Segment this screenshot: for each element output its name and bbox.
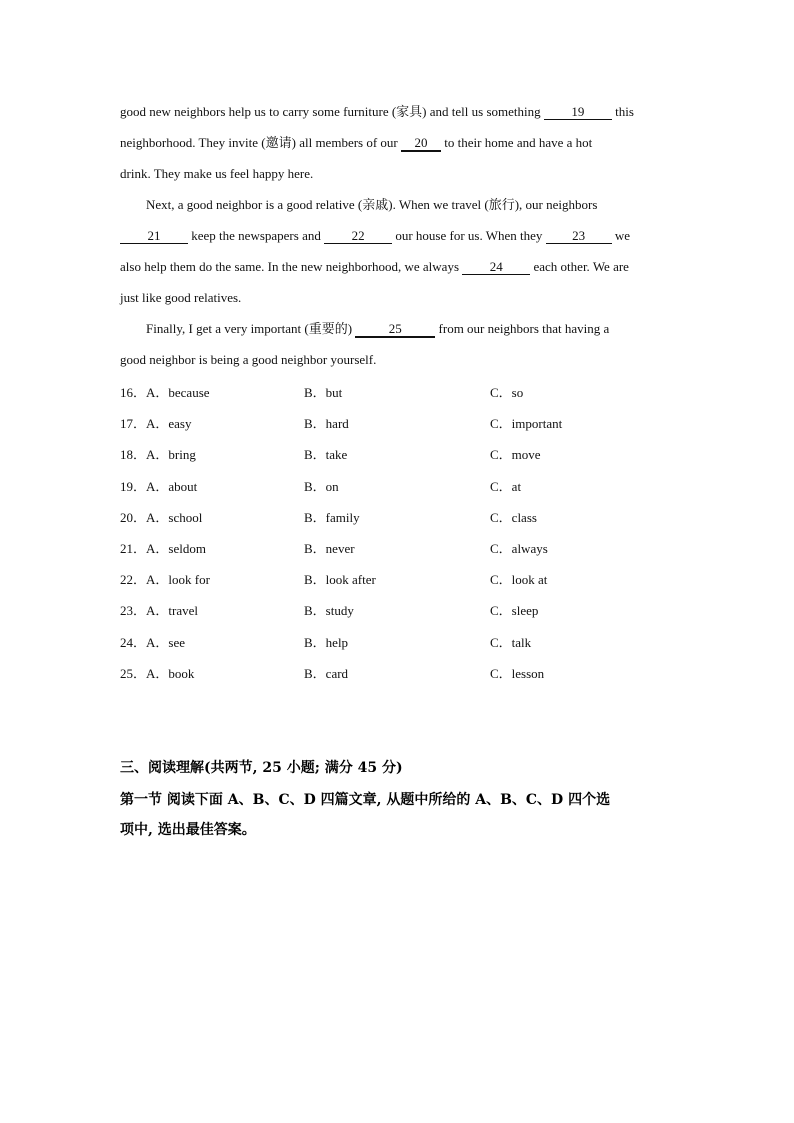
option-c: C．move	[490, 447, 541, 463]
blank-23: 23	[546, 229, 612, 244]
option-a: 23．A．travel	[120, 603, 198, 619]
option-b: B．card	[304, 665, 349, 681]
option-a: 16．A．because	[120, 385, 210, 400]
option-c: C．class	[490, 509, 537, 525]
option-c: C．talk	[490, 634, 532, 650]
option-b: B．on	[304, 478, 339, 494]
option-row	[120, 377, 680, 408]
option-b: B．study	[304, 603, 354, 619]
option-b: B．hard	[304, 416, 349, 432]
section-heading: 三、阅读理解(共两节, 25 小题; 满分 45 分)	[120, 760, 403, 776]
option-b: B．never	[304, 540, 355, 556]
option-b: B．but	[304, 385, 343, 400]
passage-line: Finally, I get a very important (重要的) 25 from our neighbors that having a	[146, 321, 610, 336]
option-a: 25．A．book	[120, 665, 195, 681]
option-c: C．sleep	[490, 603, 539, 619]
passage-line: neighborhood. They invite (邀请) all members of our 20 to their home and have a hot	[120, 135, 593, 150]
option-a: 18．A．bring	[120, 447, 196, 463]
option-b: B．help	[304, 634, 349, 650]
option-row	[120, 595, 680, 626]
answer-options	[120, 377, 680, 689]
option-row	[120, 502, 680, 533]
option-c: C．important	[490, 416, 563, 432]
option-a: 20．A．school	[120, 509, 203, 525]
option-c: C．lesson	[490, 665, 545, 681]
section-instruction-line: 第一节 阅读下面 A、B、C、D 四篇文章, 从题中所给的 A、B、C、D 四个选	[120, 792, 611, 808]
passage-line: 21 keep the newspapers and 22 our house for us. When they 23 we	[120, 220, 680, 251]
option-b: B．take	[304, 447, 348, 463]
option-b: B．family	[304, 509, 360, 525]
option-c: C．so	[490, 385, 524, 400]
option-row	[120, 627, 680, 658]
cloze-passage	[120, 96, 680, 375]
option-c: C．look at	[490, 572, 548, 588]
passage-line: just like good relatives.	[120, 290, 242, 305]
section-instruction-line: 项中, 选出最佳答案。	[120, 822, 256, 838]
option-row	[120, 564, 680, 595]
blank-22: 22	[324, 229, 392, 244]
blank-20: 20	[401, 136, 441, 152]
option-row	[120, 658, 680, 689]
option-a: 22．A．look for	[120, 572, 210, 588]
option-row	[120, 471, 680, 502]
option-a: 21．A．seldom	[120, 540, 206, 556]
passage-line: good new neighbors help us to carry some furniture (家具) and tell us something 19 this	[120, 104, 634, 119]
option-row	[120, 439, 680, 470]
option-a: 19．A．about	[120, 478, 198, 494]
option-c: C．always	[490, 540, 548, 556]
blank-19: 19	[544, 105, 612, 120]
blank-24: 24	[462, 260, 530, 275]
option-row	[120, 533, 680, 564]
option-a: 17．A．easy	[120, 416, 192, 432]
passage-line: also help them do the same. In the new neighborhood, we always 24 each other. We are	[120, 259, 629, 274]
blank-21: 21	[120, 229, 188, 244]
blank-25: 25	[355, 322, 435, 338]
option-row	[120, 408, 680, 439]
option-a: 24．A．see	[120, 634, 185, 650]
passage-line: Next, a good neighbor is a good relative (亲戚). When we travel (旅行), our neighbors	[146, 197, 598, 212]
option-b: B．look after	[304, 572, 376, 588]
option-c: C．at	[490, 478, 522, 494]
passage-line: drink. They make us feel happy here.	[120, 166, 314, 181]
passage-line: good neighbor is being a good neighbor yourself.	[120, 352, 377, 367]
